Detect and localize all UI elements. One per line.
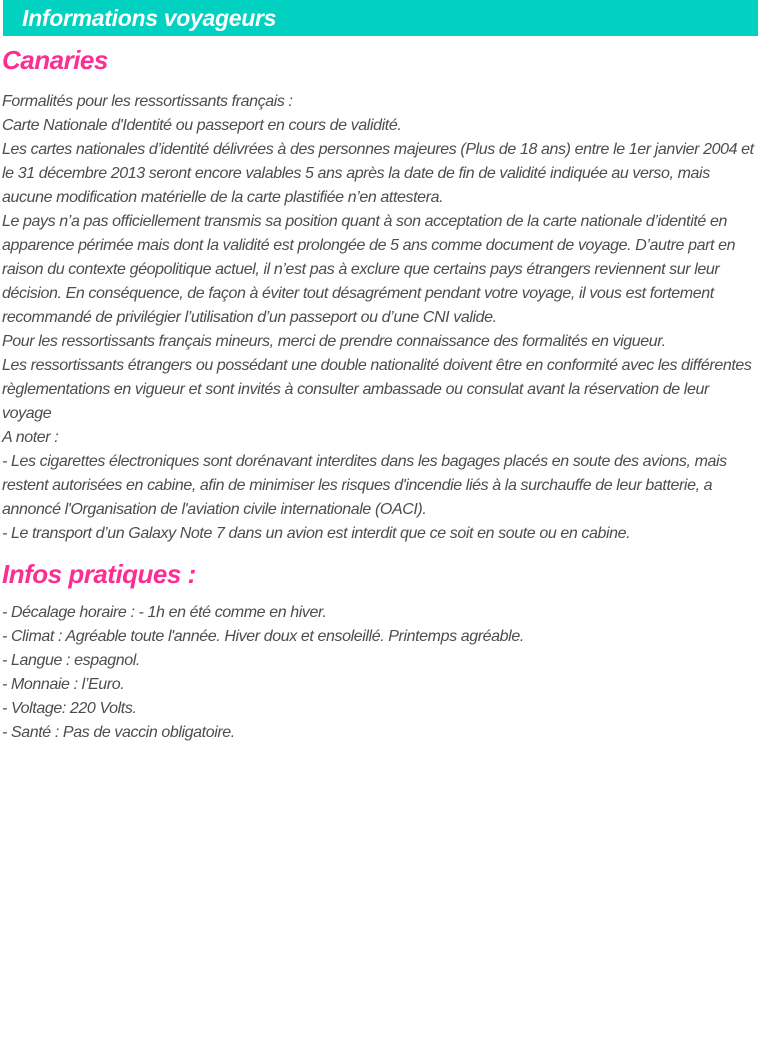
paragraph-cigarettes-electroniques: - Les cigarettes électroniques sont dorénavant interdites dans les bagages placés en soute des avions, mais restent autorisées en cabine, afin de minimiser les risques d'incendie liés à la surchauffe de leur batterie, a annoncé l'Organisation de l'aviation civile internationale (OACI). (2, 453, 727, 519)
paragraph-cni-validity-2: Le pays n’a pas officiellement transmis sa position quant à son acceptation de la carte nationale d’identité en apparence périmée mais dont la validité est prolongée de 5 ans comme document de voyage. D’autre part en raison du contexte géopolitique actuel, il n’est pas à exclure que certains pays étrangers reviennent sur leur décision. En conséquence, de façon à éviter tout désagrément pendant votre voyage, il vous est fortement recommandé de privilégier l’utilisation d’un passeport ou d’une CNI valide. (2, 213, 736, 327)
paragraph-etrangers: Les ressortissants étrangers ou possédant une double nationalité doivent être en conformité avec les différentes règlementations en vigueur et sont invités à consulter ambassade ou consulat avant la réservation de leur voyage (2, 357, 752, 423)
paragraph-galaxy-note: - Le transport d’un Galaxy Note 7 dans un avion est interdit que ce soit en soute ou en cabine. (2, 525, 631, 543)
infos-pratiques-list (2, 601, 756, 745)
page-header (3, 0, 758, 36)
info-item-voltage: - Voltage: 220 Volts. (2, 700, 137, 718)
info-item-langue: - Langue : espagnol. (2, 652, 140, 670)
info-item-monnaie: - Monnaie : l’Euro. (2, 676, 125, 694)
content-area (0, 45, 758, 745)
paragraph-mineurs: Pour les ressortissants français mineurs, merci de prendre connaissance des formalités en vigueur. (2, 333, 666, 351)
info-item-sante: - Santé : Pas de vaccin obligatoire. (2, 724, 235, 742)
paragraph-formalites-intro: Formalités pour les ressortissants français : (2, 93, 293, 111)
section-title-canaries: Canaries (2, 45, 108, 75)
info-item-climat: - Climat : Agréable toute l'année. Hiver doux et ensoleillé. Printemps agréable. (2, 628, 524, 646)
paragraph-cni-validity-1: Les cartes nationales d’identité délivrées à des personnes majeures (Plus de 18 ans) entre le 1er janvier 2004 et le 31 décembre 2013 seront encore valables 5 ans après la date de fin de validité indiquée au verso, mais aucune modification matérielle de la carte plastifiée n’en attestera. (2, 141, 754, 207)
paragraph-a-noter: A noter : (2, 429, 59, 447)
info-item-decalage-horaire: - Décalage horaire : - 1h en été comme en hiver. (2, 604, 327, 622)
page-header-title: Informations voyageurs (22, 4, 277, 31)
section-title-infos-pratiques: Infos pratiques : (2, 559, 196, 590)
paragraph-cni-line: Carte Nationale d'Identité ou passeport en cours de validité. (2, 117, 402, 135)
